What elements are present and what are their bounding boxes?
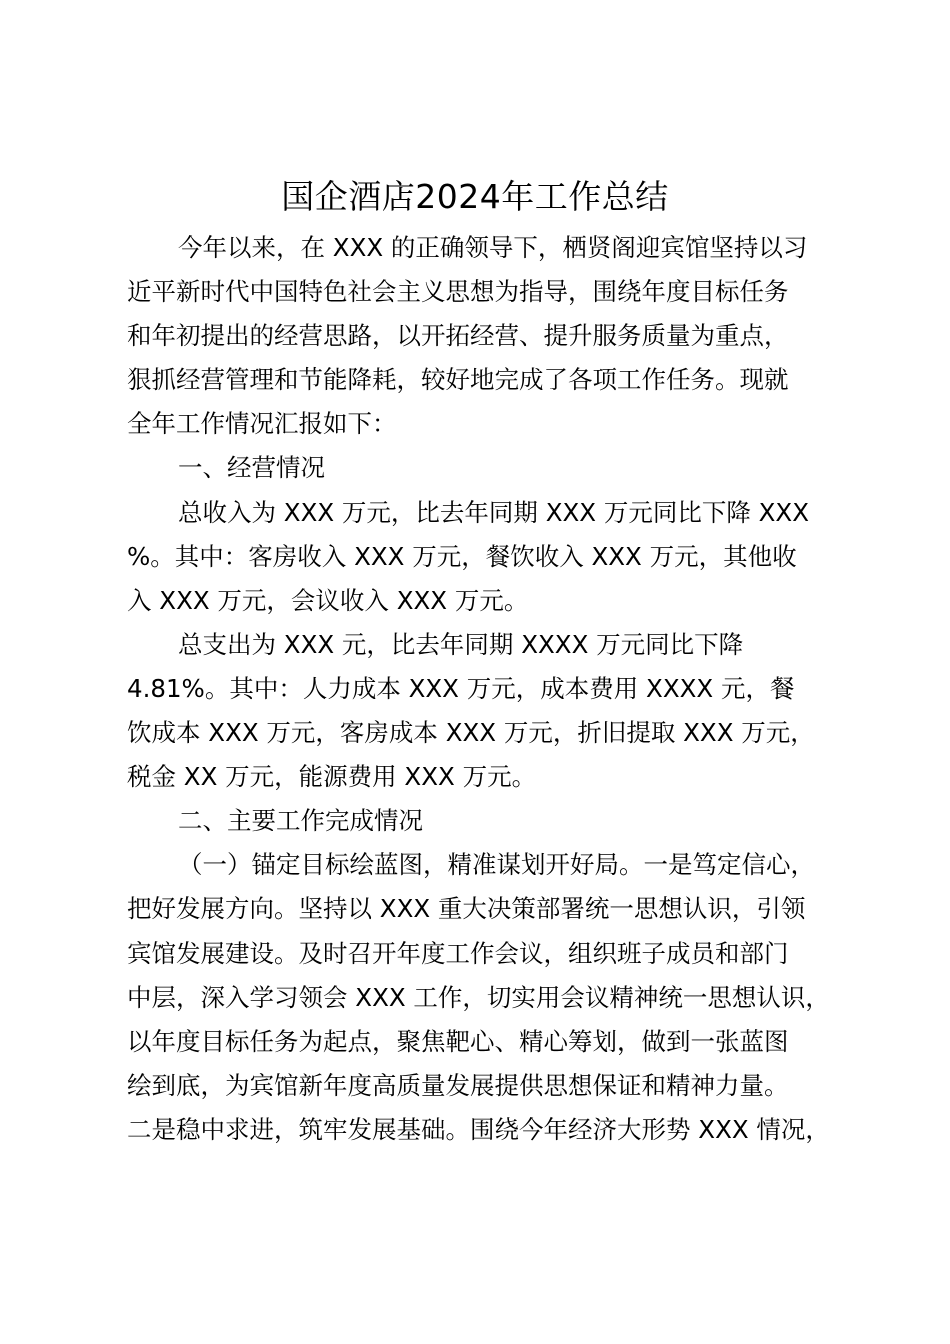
body-line: 全年工作情况汇报如下： (127, 409, 397, 439)
body-line: 以年度目标任务为起点，聚焦靶心、精心筹划，做到一张蓝图 (127, 1026, 789, 1056)
body-line: 绘到底，为宾馆新年度高质量发展提供思想保证和精神力量。 (127, 1070, 789, 1100)
body-line: 中层，深入学习领会 XXX 工作，切实用会议精神统一思想认识， (127, 982, 830, 1012)
body-line: 税金 XX 万元，能源费用 XXX 万元。 (127, 762, 537, 792)
body-line: 宾馆发展建设。及时召开年度工作会议，组织班子成员和部门 (127, 938, 789, 968)
body-line: 狠抓经营管理和节能降耗，较好地完成了各项工作任务。现就 (127, 365, 789, 395)
document-title: 国企酒店2024年工作总结 (281, 177, 669, 216)
body-line: 总支出为 XXX 元，比去年同期 XXXX 万元同比下降 (178, 629, 744, 659)
body-line: 二、主要工作完成情况 (178, 806, 423, 836)
body-line: 今年以来，在 XXX 的正确领导下，栖贤阁迎宾馆坚持以习 (178, 233, 808, 262)
body-line: （一）锚定目标绘蓝图，精准谋划开好局。一是笃定信心， (178, 850, 815, 880)
body-line: 二是稳中求进，筑牢发展基础。围绕今年经济大形势 XXX 情况， (127, 1114, 830, 1144)
document-body (127, 226, 857, 1152)
body-line: 4.81%。其中：人力成本 XXX 万元，成本费用 XXXX 元，餐 (127, 673, 795, 703)
body-line: 总收入为 XXX 万元，比去年同期 XXX 万元同比下降 XXX (178, 497, 809, 527)
body-line: 一、经营情况 (178, 453, 325, 483)
body-line: 近平新时代中国特色社会主义思想为指导，围绕年度目标任务 (127, 277, 789, 307)
body-line: 和年初提出的经营思路，以开拓经营、提升服务质量为重点， (127, 321, 789, 351)
body-line: 饮成本 XXX 万元，客房成本 XXX 万元，折旧提取 XXX 万元， (127, 718, 815, 748)
body-line: 把好发展方向。坚持以 XXX 重大决策部署统一思想认识，引领 (127, 894, 806, 924)
body-line: 入 XXX 万元，会议收入 XXX 万元。 (127, 585, 529, 615)
body-line: %。其中：客房收入 XXX 万元，餐饮收入 XXX 万元，其他收 (127, 541, 797, 571)
